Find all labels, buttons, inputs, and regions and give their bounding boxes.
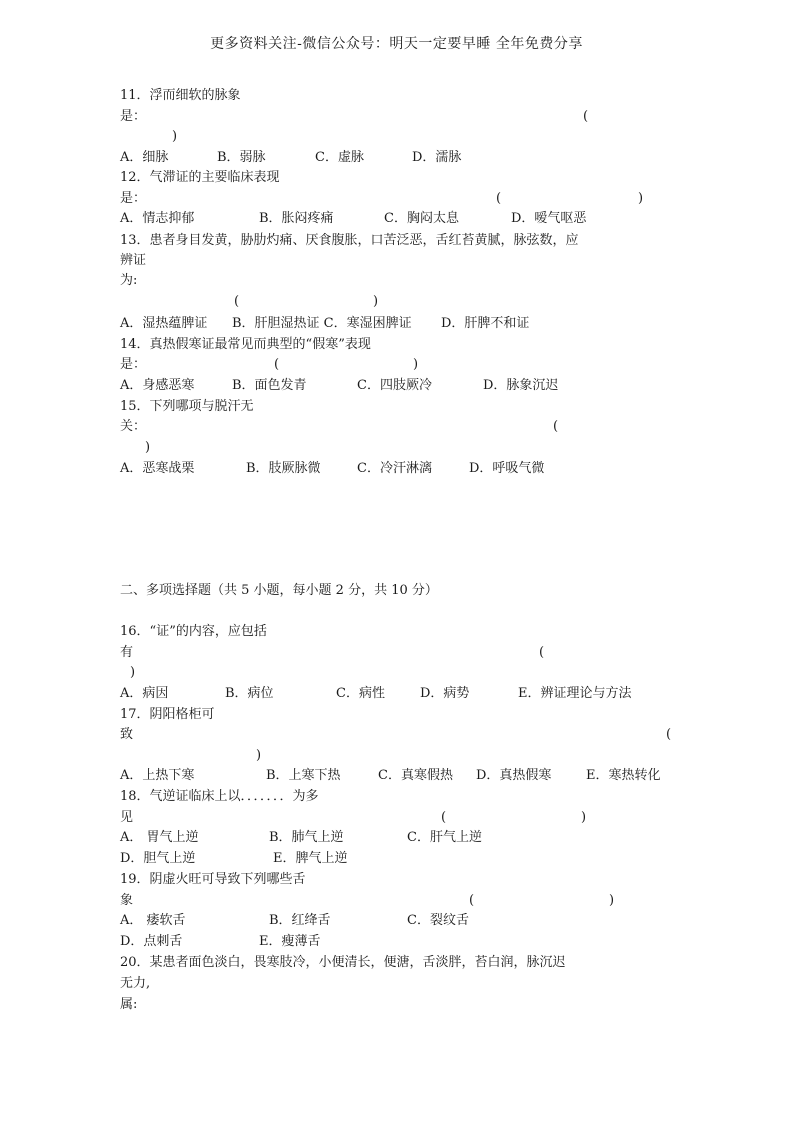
question-13-stem: 13．患者身目发黄，胁肋灼痛、厌食腹胀，口苦泛恶，舌红苔黄腻，脉弦数，应 [120,233,579,248]
question-15-stem-cont: 关： [120,419,147,434]
question-13-stem-cont-2: 为: [120,273,138,288]
question-17-option-a: A．上热下寒 [120,768,195,783]
question-15-paren-open: ( [553,419,559,434]
question-16-option-b: B．病位 [225,686,274,701]
question-19-option-b: B．红绛舌 [269,913,331,928]
question-17-paren-close: ) [256,748,262,763]
question-11-paren-open: ( [583,109,589,124]
question-19-option-e: E．瘦薄舌 [259,934,321,949]
question-12-option-d: D．嗳气呕恶 [511,211,587,226]
question-18-paren-close: ) [581,810,587,825]
question-17-option-c: C．真寒假热 [378,768,453,783]
question-20-stem-cont: 无力, [120,976,151,991]
question-16-paren-open: ( [539,645,545,660]
question-18-paren-open: ( [441,810,447,825]
question-12-option-c: C．胸闷太息 [384,211,459,226]
question-15-stem: 15．下列哪项与脱汗无 [120,399,254,414]
question-17-paren-open: ( [666,727,672,742]
question-18-option-d: D．胆气上逆 [120,851,196,866]
question-14-paren-close: ) [413,357,419,372]
question-15-option-b: B．肢厥脉微 [246,461,321,476]
question-18-option-c: C．肝气上逆 [407,830,482,845]
question-19-option-d: D．点刺舌 [120,934,183,949]
question-14-stem: 14．真热假寒证最常见而典型的“假寒”表现 [120,337,371,352]
question-13-option-a: A．湿热蕴脾证 [120,316,208,331]
question-16-option-a: A．病因 [120,686,169,701]
question-13-stem-cont: 辨证 [120,253,147,268]
question-11-stem-cont: 是： [120,109,147,124]
page-header: 更多资料关注-微信公众号：明天一定要早睡 全年免费分享 [210,36,583,52]
question-19-stem: 19．阴虚火旺可导致下列哪些舌 [120,872,306,887]
question-12-option-b: B．胀闷疼痛 [259,211,334,226]
question-19-option-c: C．裂纹舌 [407,913,469,928]
question-17-option-b: B．上寒下热 [266,768,341,783]
question-11-option-d: D．濡脉 [412,150,462,165]
question-20-stem-cont-2: 属: [120,997,138,1012]
question-13-option-b-c: B．肝胆湿热证 C．寒湿困脾证 [232,316,412,331]
question-16-paren-close: ) [130,665,136,680]
question-14-option-b: B．面色发青 [232,378,307,393]
question-17-option-e: E．寒热转化 [586,768,661,783]
question-18-option-a: A． 胃气上逆 [120,830,199,845]
question-19-option-a: A． 痿软舌 [120,913,186,928]
question-15-option-a: A．恶寒战栗 [120,461,195,476]
question-18-option-e: E．脾气上逆 [273,851,348,866]
question-15-paren-close: ) [145,440,151,455]
question-16-option-d: D．病势 [420,686,470,701]
question-14-option-a: A．身感恶寒 [120,378,195,393]
question-15-option-c: C．冷汗淋漓 [357,461,432,476]
question-12-paren-close: ) [638,191,644,206]
question-16-stem-cont: 有 [120,645,134,660]
question-11-stem: 11．浮而细软的脉象 [120,88,241,103]
question-14-option-c: C．四肢厥冷 [357,378,432,393]
question-14-option-d: D．脉象沉迟 [483,378,559,393]
question-13-paren-close: ) [373,294,379,309]
question-16-stem: 16．“证”的内容，应包括 [120,624,267,639]
question-11-option-a: A．细脉 [120,150,169,165]
question-14-paren-open: ( [274,357,280,372]
question-16-option-e: E．辨证理论与方法 [518,686,632,701]
question-19-paren-open: ( [469,893,475,908]
question-12-option-a: A．情志抑郁 [120,211,195,226]
question-20-stem: 20．某患者面色淡白，畏寒肢冷，小便清长，便溏，舌淡胖，苔白润，脉沉迟 [120,955,566,970]
question-11-option-c: C．虚脉 [315,150,364,165]
question-11-paren-close: ) [172,129,178,144]
question-16-option-c: C．病性 [336,686,385,701]
question-13-option-d: D．肝脾不和证 [441,316,530,331]
question-17-stem-cont: 致 [120,727,134,742]
question-12-paren-open: ( [496,191,502,206]
question-17-option-d: D．真热假寒 [476,768,552,783]
question-12-stem: 12．气滞证的主要临床表现 [120,170,280,185]
question-19-paren-close: ) [609,893,615,908]
question-13-paren-open: ( [234,294,240,309]
question-15-option-d: D．呼吸气微 [469,461,545,476]
question-12-stem-cont: 是： [120,191,147,206]
question-19-stem-cont: 象 [120,893,134,908]
question-18-stem-cont: 见 [120,810,134,825]
question-18-option-b: B．肺气上逆 [269,830,344,845]
section-title: 二、多项选择题（共 5 小题，每小题 2 分，共 10 分） [120,583,438,598]
question-14-stem-cont: 是： [120,357,147,372]
question-11-option-b: B．弱脉 [217,150,266,165]
question-18-stem: 18．气逆证临床上以．．．．．．．为多 [120,789,319,804]
question-17-stem: 17．阴阳格柜可 [120,707,215,722]
